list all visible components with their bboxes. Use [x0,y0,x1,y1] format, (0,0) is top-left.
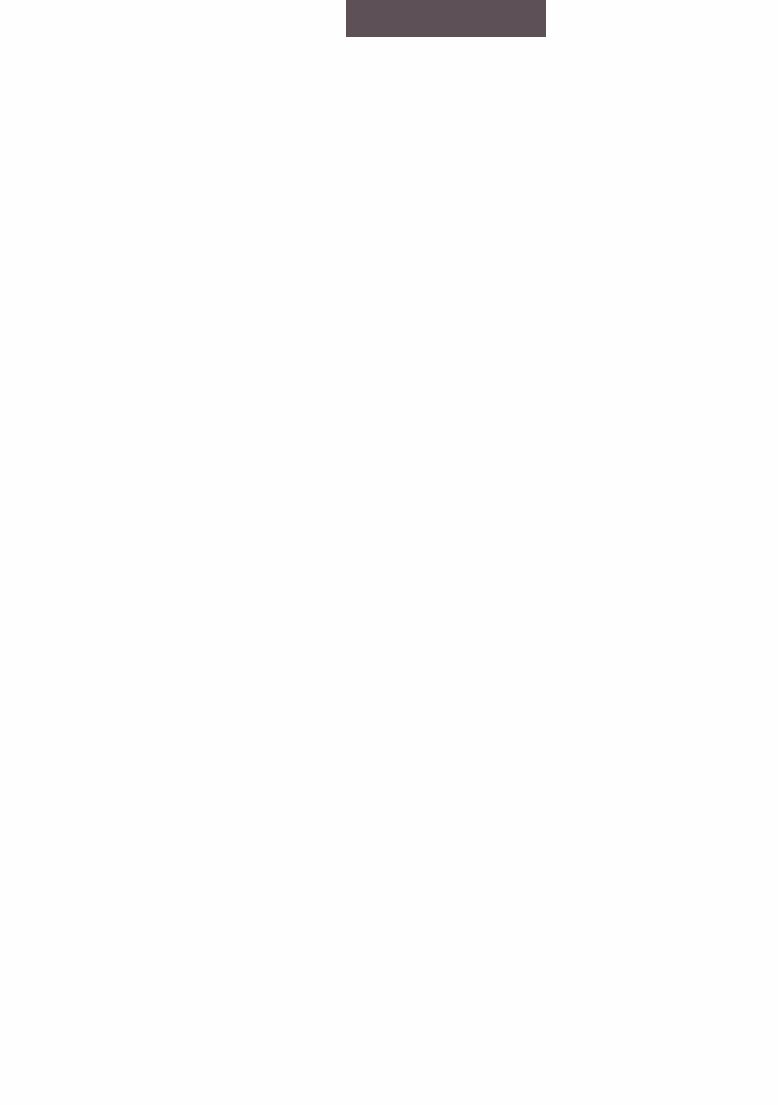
top-bar-block[interactable] [346,0,546,37]
blank-content-area [0,37,778,1105]
